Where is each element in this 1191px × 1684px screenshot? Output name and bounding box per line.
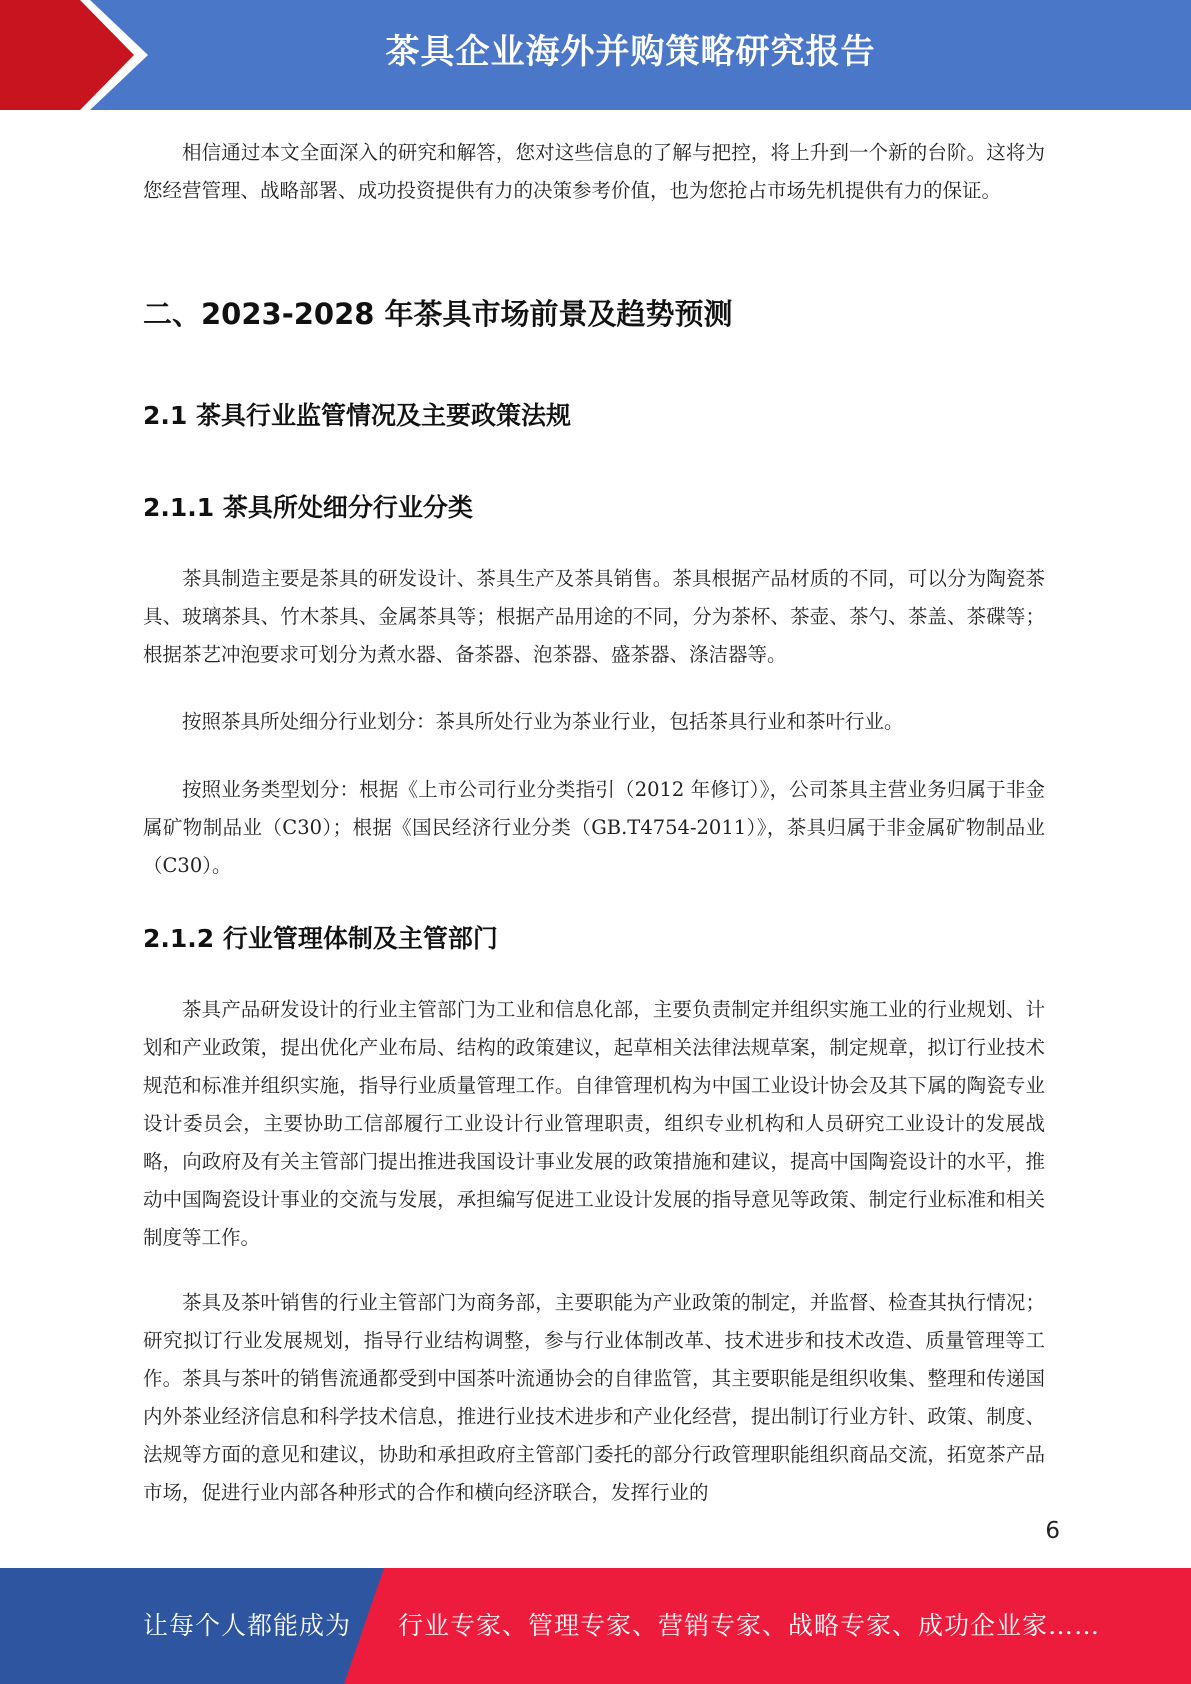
section-2-1-heading: 2.1 茶具行业监管情况及主要政策法规: [143, 401, 571, 430]
footer-slogan-left: 让每个人都能成为: [143, 1611, 352, 1640]
section-2-heading: 二、2023-2028 年茶具市场前景及趋势预测: [143, 297, 733, 331]
section-2-1-1-paragraph-3: 按照业务类型划分：根据《上市公司行业分类指引（2012 年修订）》，公司茶具主营业务归属于非金属矿物制品业（C30）；根据《国民经济行业分类（GB.T4754-2011）》，茶具归属于非金属矿物制品业（C30）。: [143, 778, 1045, 877]
intro-paragraph: 相信通过本文全面深入的研究和解答，您对这些信息的了解与把控，将上升到一个新的台阶。这将为您经营管理、战略部署、成功投资提供有力的决策参考价值，也为您抢占市场先机提供有力的保证。: [143, 141, 1045, 202]
section-2-1-2-heading: 2.1.2 行业管理体制及主管部门: [143, 924, 498, 953]
report-title: 茶具企业海外并购策略研究报告: [385, 32, 876, 72]
section-2-1-1-heading: 2.1.1 茶具所处细分行业分类: [143, 493, 473, 522]
report-header-banner: [0, 0, 1191, 110]
footer-slogan-right: 行业专家、管理专家、营销专家、战略专家、成功企业家……: [398, 1611, 1101, 1640]
section-2-1-2-paragraph-1: 茶具产品研发设计的行业主管部门为工业和信息化部，主要负责制定并组织实施工业的行业规划、计划和产业政策，提出优化产业布局、结构的政策建议，起草相关法律法规草案，制定规章，拟订行业技术规范和标准并组织实施，指导行业质量管理工作。自律管理机构为中国工业设计协会及其下属的陶瓷专业设计委员会，主要协助工信部履行工业设计行业管理职责，组织专业机构和人员研究工业设计的发展战略，向政府及有关主管部门提出推进我国设计事业发展的政策措施和建议，提高中国陶瓷设计的水平，推动中国陶瓷设计事业的交流与发展，承担编写促进工业设计发展的指导意见等政策、制定行业标准和相关制度等工作。: [143, 998, 1045, 1249]
section-2-1-1-paragraph-2: 按照茶具所处细分行业划分：茶具所处行业为茶业行业，包括茶具行业和茶叶行业。: [182, 710, 904, 733]
section-2-1-2-paragraph-2: 茶具及茶叶销售的行业主管部门为商务部，主要职能为产业政策的制定，并监督、检查其执行情况；研究拟订行业发展规划，指导行业结构调整，参与行业体制改革、技术进步和技术改造、质量管理等工作。茶具与茶叶的销售流通都受到中国茶叶流通协会的自律监管，其主要职能是组织收集、整理和传递国内外茶业经济信息和科学技术信息，推进行业技术进步和产业化经营，提出制订行业方针、政策、制度、法规等方面的意见和建议，协助和承担政府主管部门委托的部分行政管理职能组织商品交流，拓宽茶产品市场，促进行业内部各种形式的合作和横向经济联合，发挥行业的: [143, 1291, 1045, 1504]
footer-banner: [0, 1568, 1191, 1684]
section-2-1-1-paragraph-1: 茶具制造主要是茶具的研发设计、茶具生产及茶具销售。茶具根据产品材质的不同，可以分为陶瓷茶具、玻璃茶具、竹木茶具、金属茶具等；根据产品用途的不同，分为茶杯、茶壶、茶勺、茶盖、茶碟等；根据茶艺冲泡要求可划分为煮水器、备茶器、泡茶器、盛茶器、涤洁器等。: [143, 567, 1045, 666]
page-number: 6: [1045, 1518, 1060, 1544]
